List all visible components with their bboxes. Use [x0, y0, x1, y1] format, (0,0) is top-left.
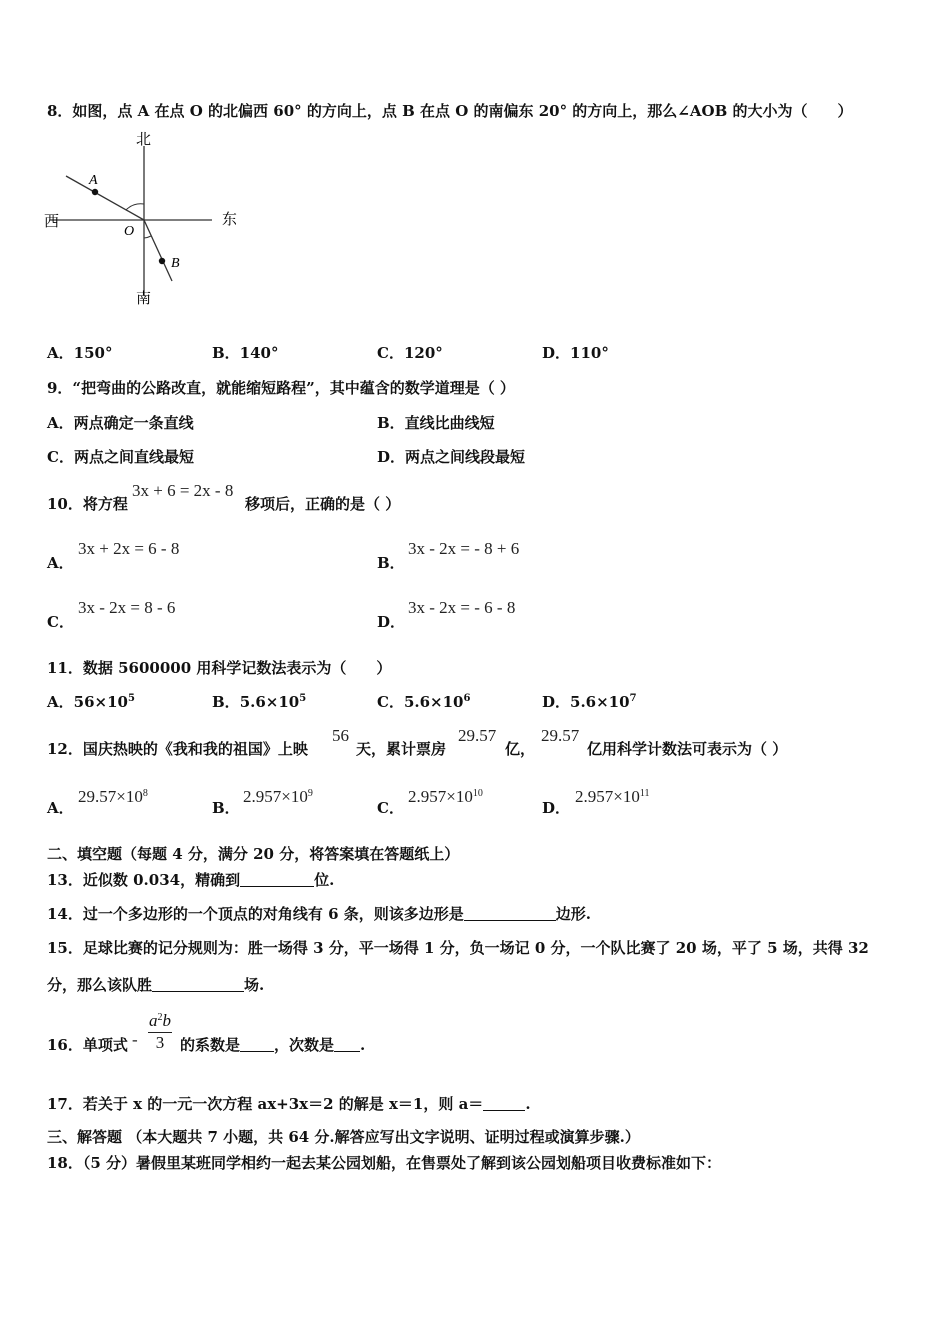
q12-part3: 亿，: [505, 740, 536, 758]
q10-option-a[interactable]: 3x + 2x = 6 - 8: [78, 539, 180, 558]
q12-amount2: 29.57: [541, 726, 580, 745]
q12-part1: 12．国庆热映的《我和我的祖国》上映: [47, 740, 308, 758]
label-north: 北: [136, 130, 152, 148]
q15-line1: 15．足球比赛的记分规则为：胜一场得 3 分，平一场得 1 分，负一场记 0 分，一个队比赛了 20 场，平了 5 场，共得 32: [47, 939, 869, 957]
q16-denominator: 3: [155, 1033, 165, 1052]
q10-option-b[interactable]: 3x - 2x = - 8 + 6: [408, 539, 520, 558]
q14: 14．过一个多边形的一个顶点的对角线有 6 条，则该多边形是 边形.: [47, 905, 591, 923]
q9-option-c[interactable]: C．两点之间直线最短: [47, 448, 194, 466]
q12-part2: 天，累计票房: [356, 740, 447, 758]
q17-answer-blank[interactable]: [483, 1096, 525, 1111]
point-a-dot: [92, 189, 98, 195]
q15-answer-blank[interactable]: [152, 977, 244, 992]
q12-option-b-label[interactable]: B．: [212, 799, 240, 817]
q11-option-b[interactable]: B．$5.6\times 10^5$: [212, 693, 307, 711]
label-b: B: [171, 256, 180, 271]
q16-fraction: [144, 1011, 176, 1053]
q8-option-a[interactable]: A．150°: [47, 344, 113, 362]
section-2-heading: 二、填空题（每题 4 分，满分 20 分，将答案填在答题纸上）: [47, 845, 460, 863]
q16-sign: -: [132, 1030, 138, 1049]
label-west: 西: [44, 212, 60, 230]
q10-stem-after: 移项后，正确的是（ ）: [245, 495, 401, 513]
q12-days: 56: [332, 726, 349, 745]
section-3-heading: 三、解答题 （本大题共 7 小题，共 64 分.解答应写出文字说明、证明过程或演算步骤.）: [47, 1128, 640, 1146]
q12-option-a[interactable]: $29.57\times 10^8$: [78, 787, 148, 806]
q11-option-c[interactable]: C．$5.6\times 10^6$: [377, 693, 471, 711]
label-south: 南: [136, 289, 152, 307]
point-b-dot: [159, 258, 165, 264]
q12-amount1: 29.57: [458, 726, 497, 745]
q9-option-d[interactable]: D．两点之间线段最短: [377, 448, 526, 466]
ray-oa: [66, 176, 144, 220]
q12-option-a-label[interactable]: A．: [47, 799, 74, 817]
q12-option-d[interactable]: $2.957\times 10^{11}$: [575, 787, 650, 806]
label-o: O: [124, 224, 135, 239]
q15-line2: 分，那么该队胜 场.: [47, 976, 265, 994]
q12-part4: 亿用科学计数法可表示为（ ）: [587, 740, 788, 758]
q16-after: 的系数是 ，次数是 .: [180, 1036, 366, 1054]
q16-before: 16．单项式: [47, 1036, 128, 1054]
q10-option-b-label[interactable]: B．: [377, 554, 405, 572]
q17: 17．若关于 x 的一元一次方程 ax+3x＝2 的解是 x＝1，则 a＝ .: [47, 1095, 531, 1113]
compass-diagram: [40, 128, 250, 308]
q12-option-d-label[interactable]: D．: [542, 799, 571, 817]
q12-option-c-label[interactable]: C．: [377, 799, 404, 817]
q18-stem: 18．（5 分）暑假里某班同学相约一起去某公园划船，在售票处了解到该公园划船项目收费标准如下：: [47, 1154, 722, 1172]
q9-option-b[interactable]: B．直线比曲线短: [377, 414, 495, 432]
q10-stem-before: 10．将方程: [47, 495, 128, 513]
q16-coefficient-blank[interactable]: [240, 1037, 274, 1052]
q16-numerator: $a^2b$: [149, 1011, 171, 1030]
q12-option-c[interactable]: $2.957\times 10^{10}$: [408, 787, 483, 806]
q14-answer-blank[interactable]: [464, 906, 556, 921]
q8-option-c[interactable]: C．120°: [377, 344, 443, 362]
q10-equation: 3x + 6 = 2x - 8: [132, 481, 234, 500]
ray-ob: [144, 220, 172, 281]
q10-option-d[interactable]: 3x - 2x = - 6 - 8: [408, 598, 516, 617]
q10-option-c-label[interactable]: C．: [47, 613, 74, 631]
label-a: A: [89, 173, 98, 188]
q10-option-a-label[interactable]: A．: [47, 554, 74, 572]
q8-option-b[interactable]: B．140°: [212, 344, 279, 362]
q10-option-c[interactable]: 3x - 2x = 8 - 6: [78, 598, 176, 617]
q9-stem: 9．“把弯曲的公路改直，就能缩短路程”，其中蕴含的数学道理是（ ）: [47, 379, 515, 397]
q11-option-a[interactable]: A．$56\times 10^5$: [47, 693, 135, 711]
q9-option-a[interactable]: A．两点确定一条直线: [47, 414, 194, 432]
q11-stem: 11．数据 5600000 用科学记数法表示为（ ）: [47, 659, 392, 677]
q16-degree-blank[interactable]: [334, 1037, 360, 1052]
q11-option-d[interactable]: D．$5.6\times 10^7$: [542, 693, 637, 711]
q10-option-d-label[interactable]: D．: [377, 613, 406, 631]
q12-option-b[interactable]: $2.957\times 10^9$: [243, 787, 313, 806]
q8-option-d[interactable]: D．110°: [542, 344, 609, 362]
q13-answer-blank[interactable]: [240, 872, 314, 887]
q8-stem: 8．如图，点 A 在点 O 的北偏西 60° 的方向上，点 B 在点 O 的南偏东 20° 的方向上，那么∠AOB 的大小为（ ）: [47, 102, 853, 120]
label-east: 东: [222, 210, 238, 228]
q13: 13．近似数 0.034，精确到 位.: [47, 871, 335, 889]
